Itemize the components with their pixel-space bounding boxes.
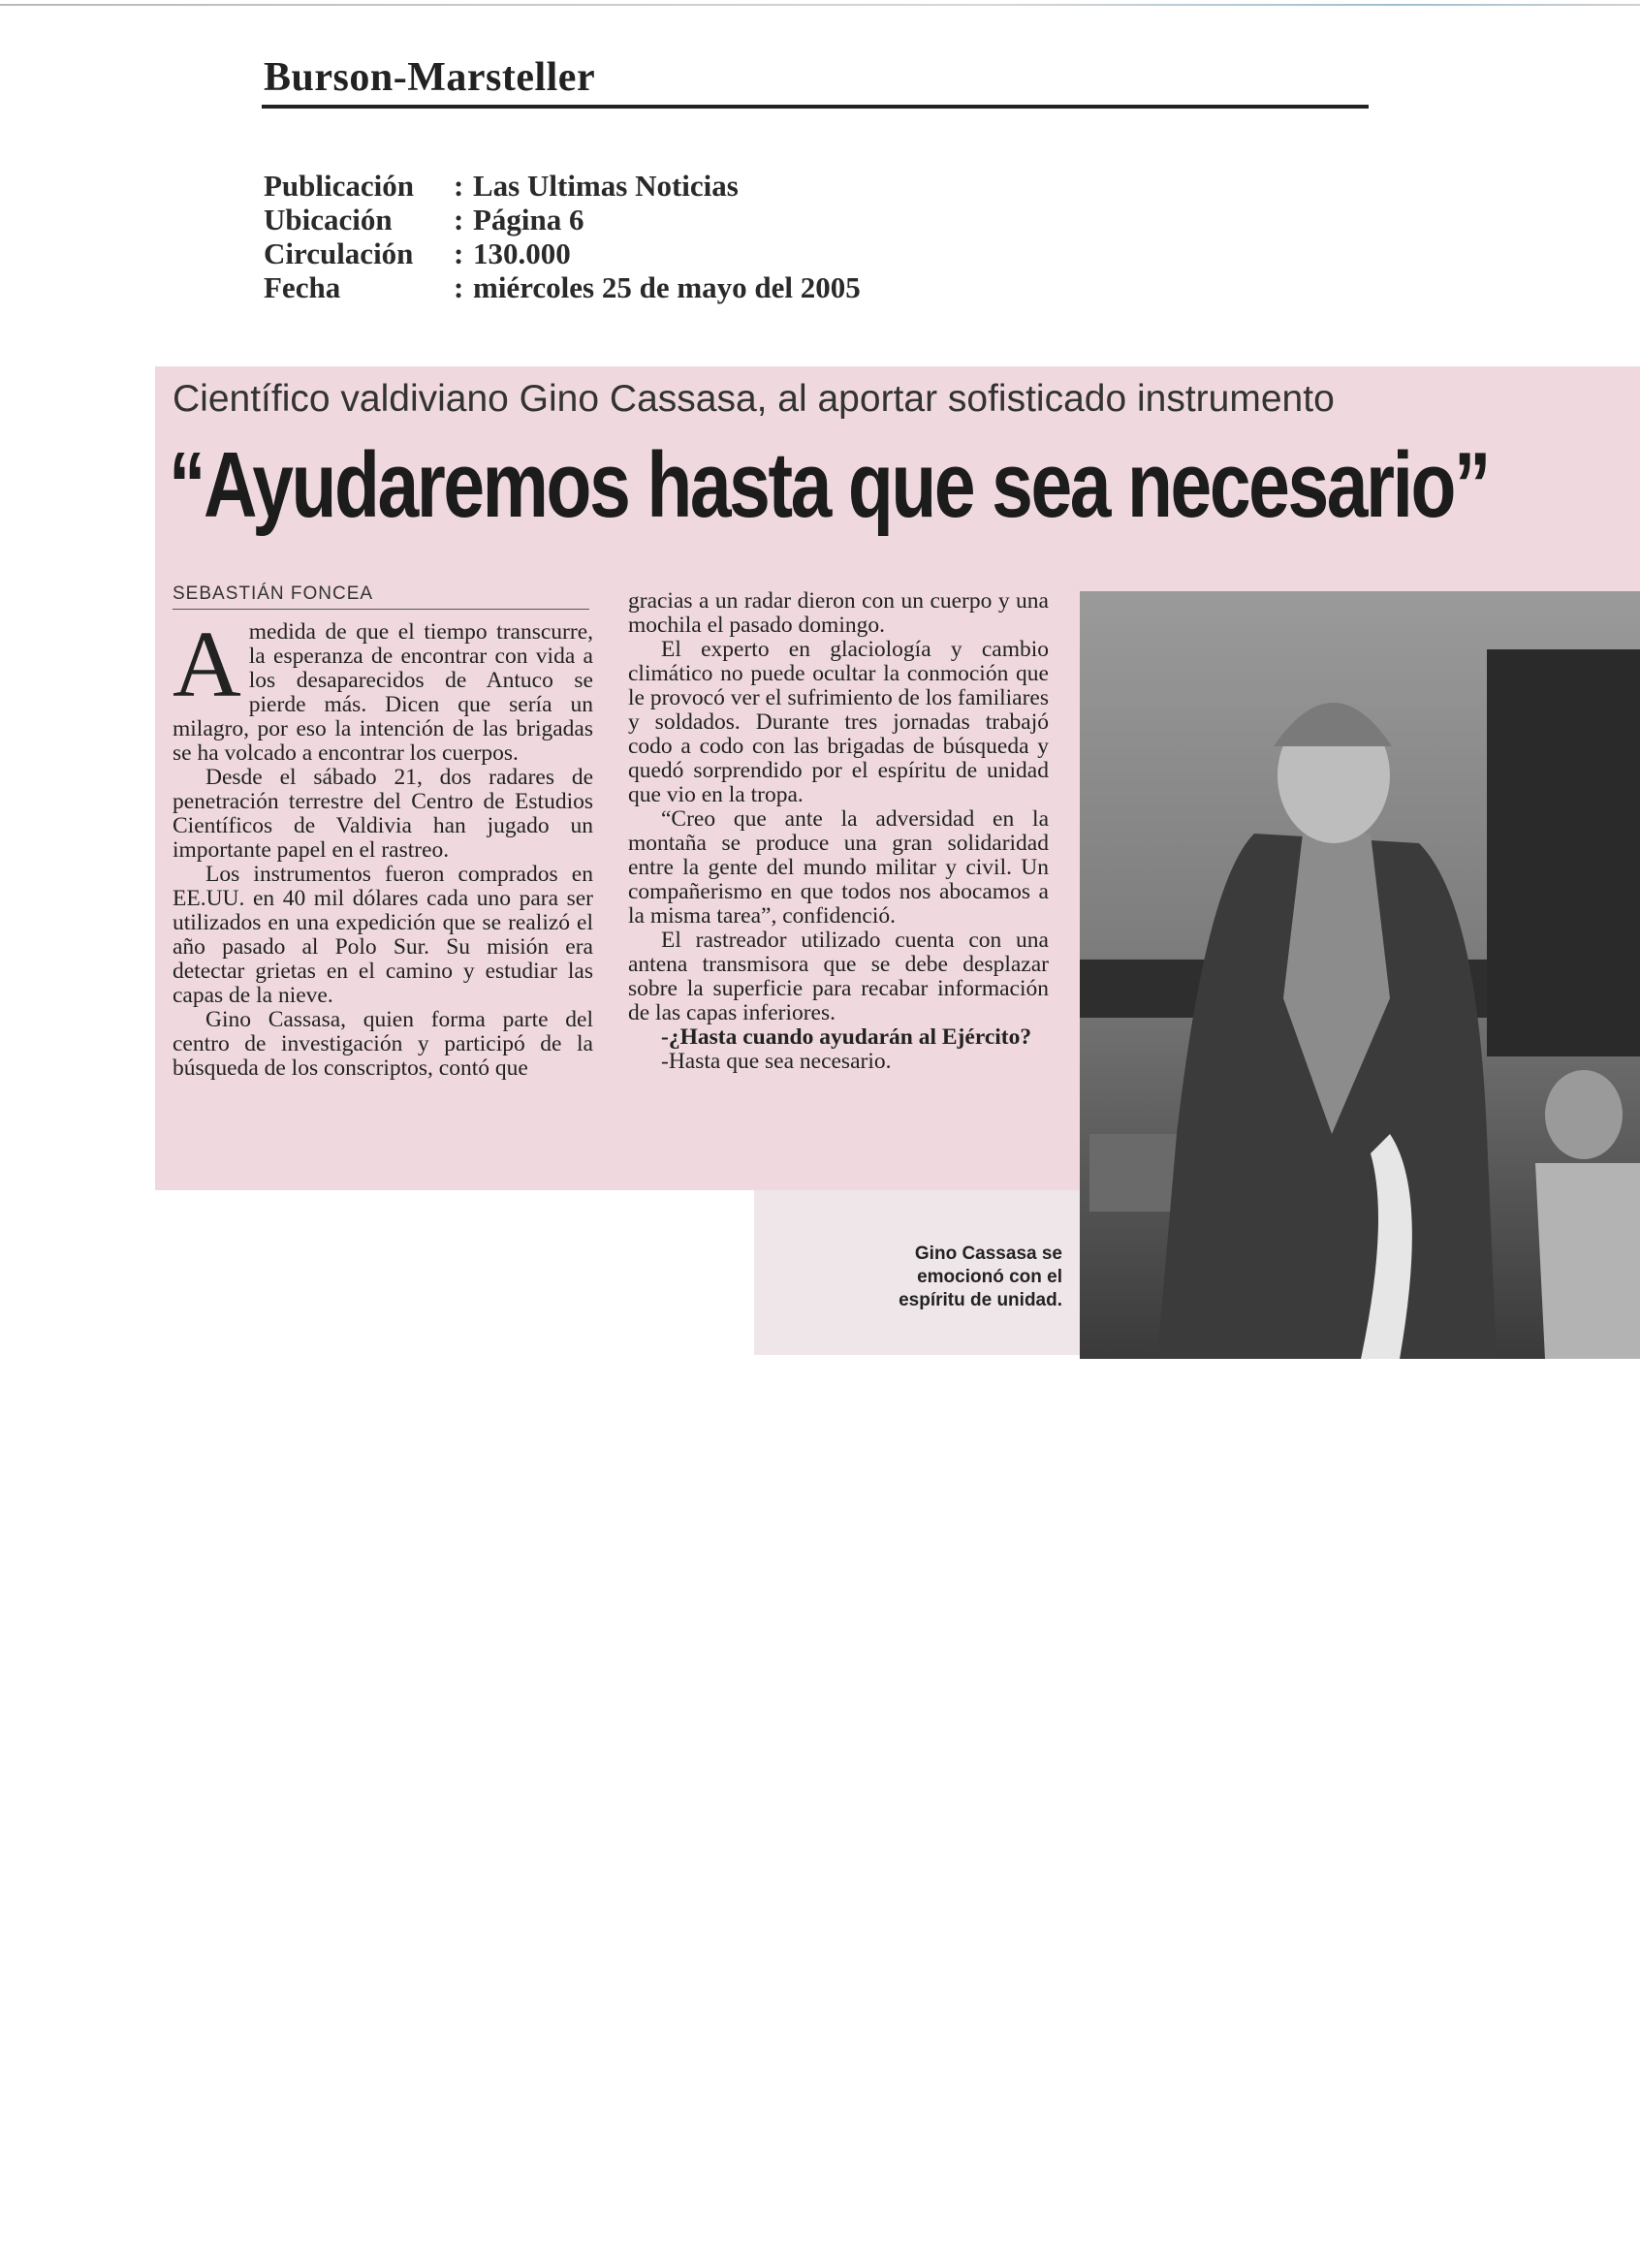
photo-caption: Gino Cassasa se emocionó con el espíritu de unidad. [899, 1244, 1062, 1310]
article-column-2 [628, 589, 1049, 1074]
paragraph: Desde el sábado 21, dos radares de penetración terrestre del Centro de Estudios Científicos de Valdivia han jugado un importante papel en el rastreo. [173, 765, 593, 863]
byline-rule [173, 609, 589, 610]
agency-name: Burson-Marsteller [264, 55, 596, 100]
paragraph: Los instrumentos fueron comprados en EE.UU. en 40 mil dólares cada uno para ser utilizados en una expedición que se realizó el año pasado al Polo Sur. Su misión era detectar grietas en el camino y estudiar las capas de la nieve. [173, 862, 593, 1008]
meta-colon: : [454, 236, 464, 270]
header-rule [262, 105, 1369, 109]
drop-cap: A [173, 613, 241, 717]
interview-answer: -Hasta que sea necesario. [661, 1049, 892, 1074]
meta-label-fecha: Fecha [264, 270, 341, 304]
meta-label-ubicacion: Ubicación [264, 203, 393, 236]
paragraph: Gino Cassasa, quien forma parte del centro de investigación y participó de la búsqueda de los conscriptos, contó que [173, 1007, 593, 1081]
article-headline: “Ayudaremos hasta que sea necesario” [169, 433, 1490, 537]
meta-value-ubicacion: Página 6 [473, 203, 584, 236]
paragraph: El experto en glaciología y cambio climático no puede ocultar la conmoción que le provocó ver el sufrimiento de los familiares y soldados. Durante tres jornadas trabajó codo a codo con las brigadas de búsqueda y quedó sorprendido por el espíritu de unidad que vio en la tropa. [628, 637, 1049, 807]
meta-value-circulacion: 130.000 [473, 236, 571, 270]
meta-row [264, 169, 861, 203]
article-photo [1080, 591, 1640, 1359]
meta-colon: : [454, 169, 464, 203]
paragraph: gracias a un radar dieron con un cuerpo y una mochila el pasado domingo. [628, 588, 1049, 638]
meta-row [264, 203, 861, 236]
publication-meta [264, 169, 861, 304]
meta-label-circulacion: Circulación [264, 236, 414, 270]
article-byline: SEBASTIÁN FONCEA [173, 583, 374, 604]
meta-value-publicacion: Las Ultimas Noticias [473, 169, 739, 203]
scan-top-edge [0, 4, 1640, 6]
meta-label-publicacion: Publicación [264, 169, 415, 203]
meta-value-fecha: miércoles 25 de mayo del 2005 [473, 270, 861, 304]
paragraph: El rastreador utilizado cuenta con una antena transmisora que se debe desplazar sobre la superficie para recabar información de las capas inferiores. [628, 928, 1049, 1025]
meta-row [264, 270, 861, 304]
meta-colon: : [454, 203, 464, 236]
article-column-1 [173, 613, 593, 1081]
paragraph: “Creo que ante la adversidad en la montaña se produce una gran solidaridad entre la gente del mundo militar y civil. Un compañerismo en que todos nos abocamos a la misma tarea”, confidenció. [628, 806, 1049, 929]
meta-row [264, 236, 861, 270]
meta-colon: : [454, 270, 464, 304]
paragraph [173, 613, 593, 766]
article-kicker: Científico valdiviano Gino Cassasa, al aportar sofisticado instrumento [173, 378, 1335, 420]
paragraph-text: medida de que el tiempo transcurre, la esperanza de encontrar con vida a los desaparecidos de Antuco se pierde más. Dicen que sería un milagro, por eso la intención de las brigadas se ha volcado a encontrar los cuerpos. [173, 619, 593, 766]
interview-question: -¿Hasta cuando ayudarán al Ejército? [661, 1024, 1032, 1050]
